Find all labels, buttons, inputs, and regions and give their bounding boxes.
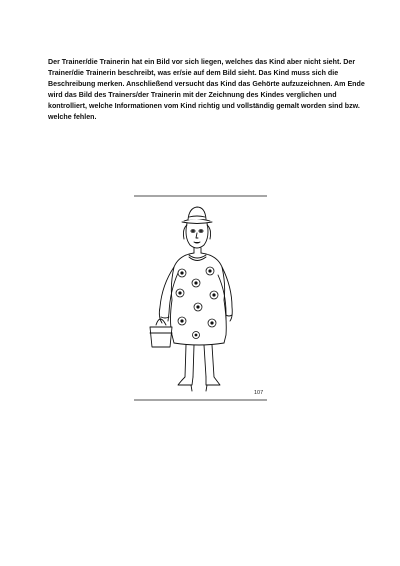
page-number: 107 xyxy=(254,390,264,396)
flower-pattern xyxy=(176,267,218,339)
hat-icon xyxy=(182,207,212,224)
shoes xyxy=(178,377,220,391)
handbag-icon xyxy=(150,319,172,347)
instructions-text: Der Trainer/die Trainerin hat ein Bild vor sich liegen, welches das Kind aber nicht sieht. Der Trainer/die Trainerin beschreibt, was er/sie auf dem Bild sieht. Das Kind muss sich die Beschreibung merken. Anschließend versucht das Kind das Gehörte aufzuzeichnen. Am Ende wird das Bild des Trainers/der Trainerin mit der Zeichnung des Kindes verglichen und kontrolliert, welche Informationen vom Kind richtig und vollständig gemalt worden sind bzw. welche fehlen. xyxy=(48,58,365,121)
legs xyxy=(185,345,214,377)
illustration-woman xyxy=(134,195,267,401)
head xyxy=(183,223,210,248)
